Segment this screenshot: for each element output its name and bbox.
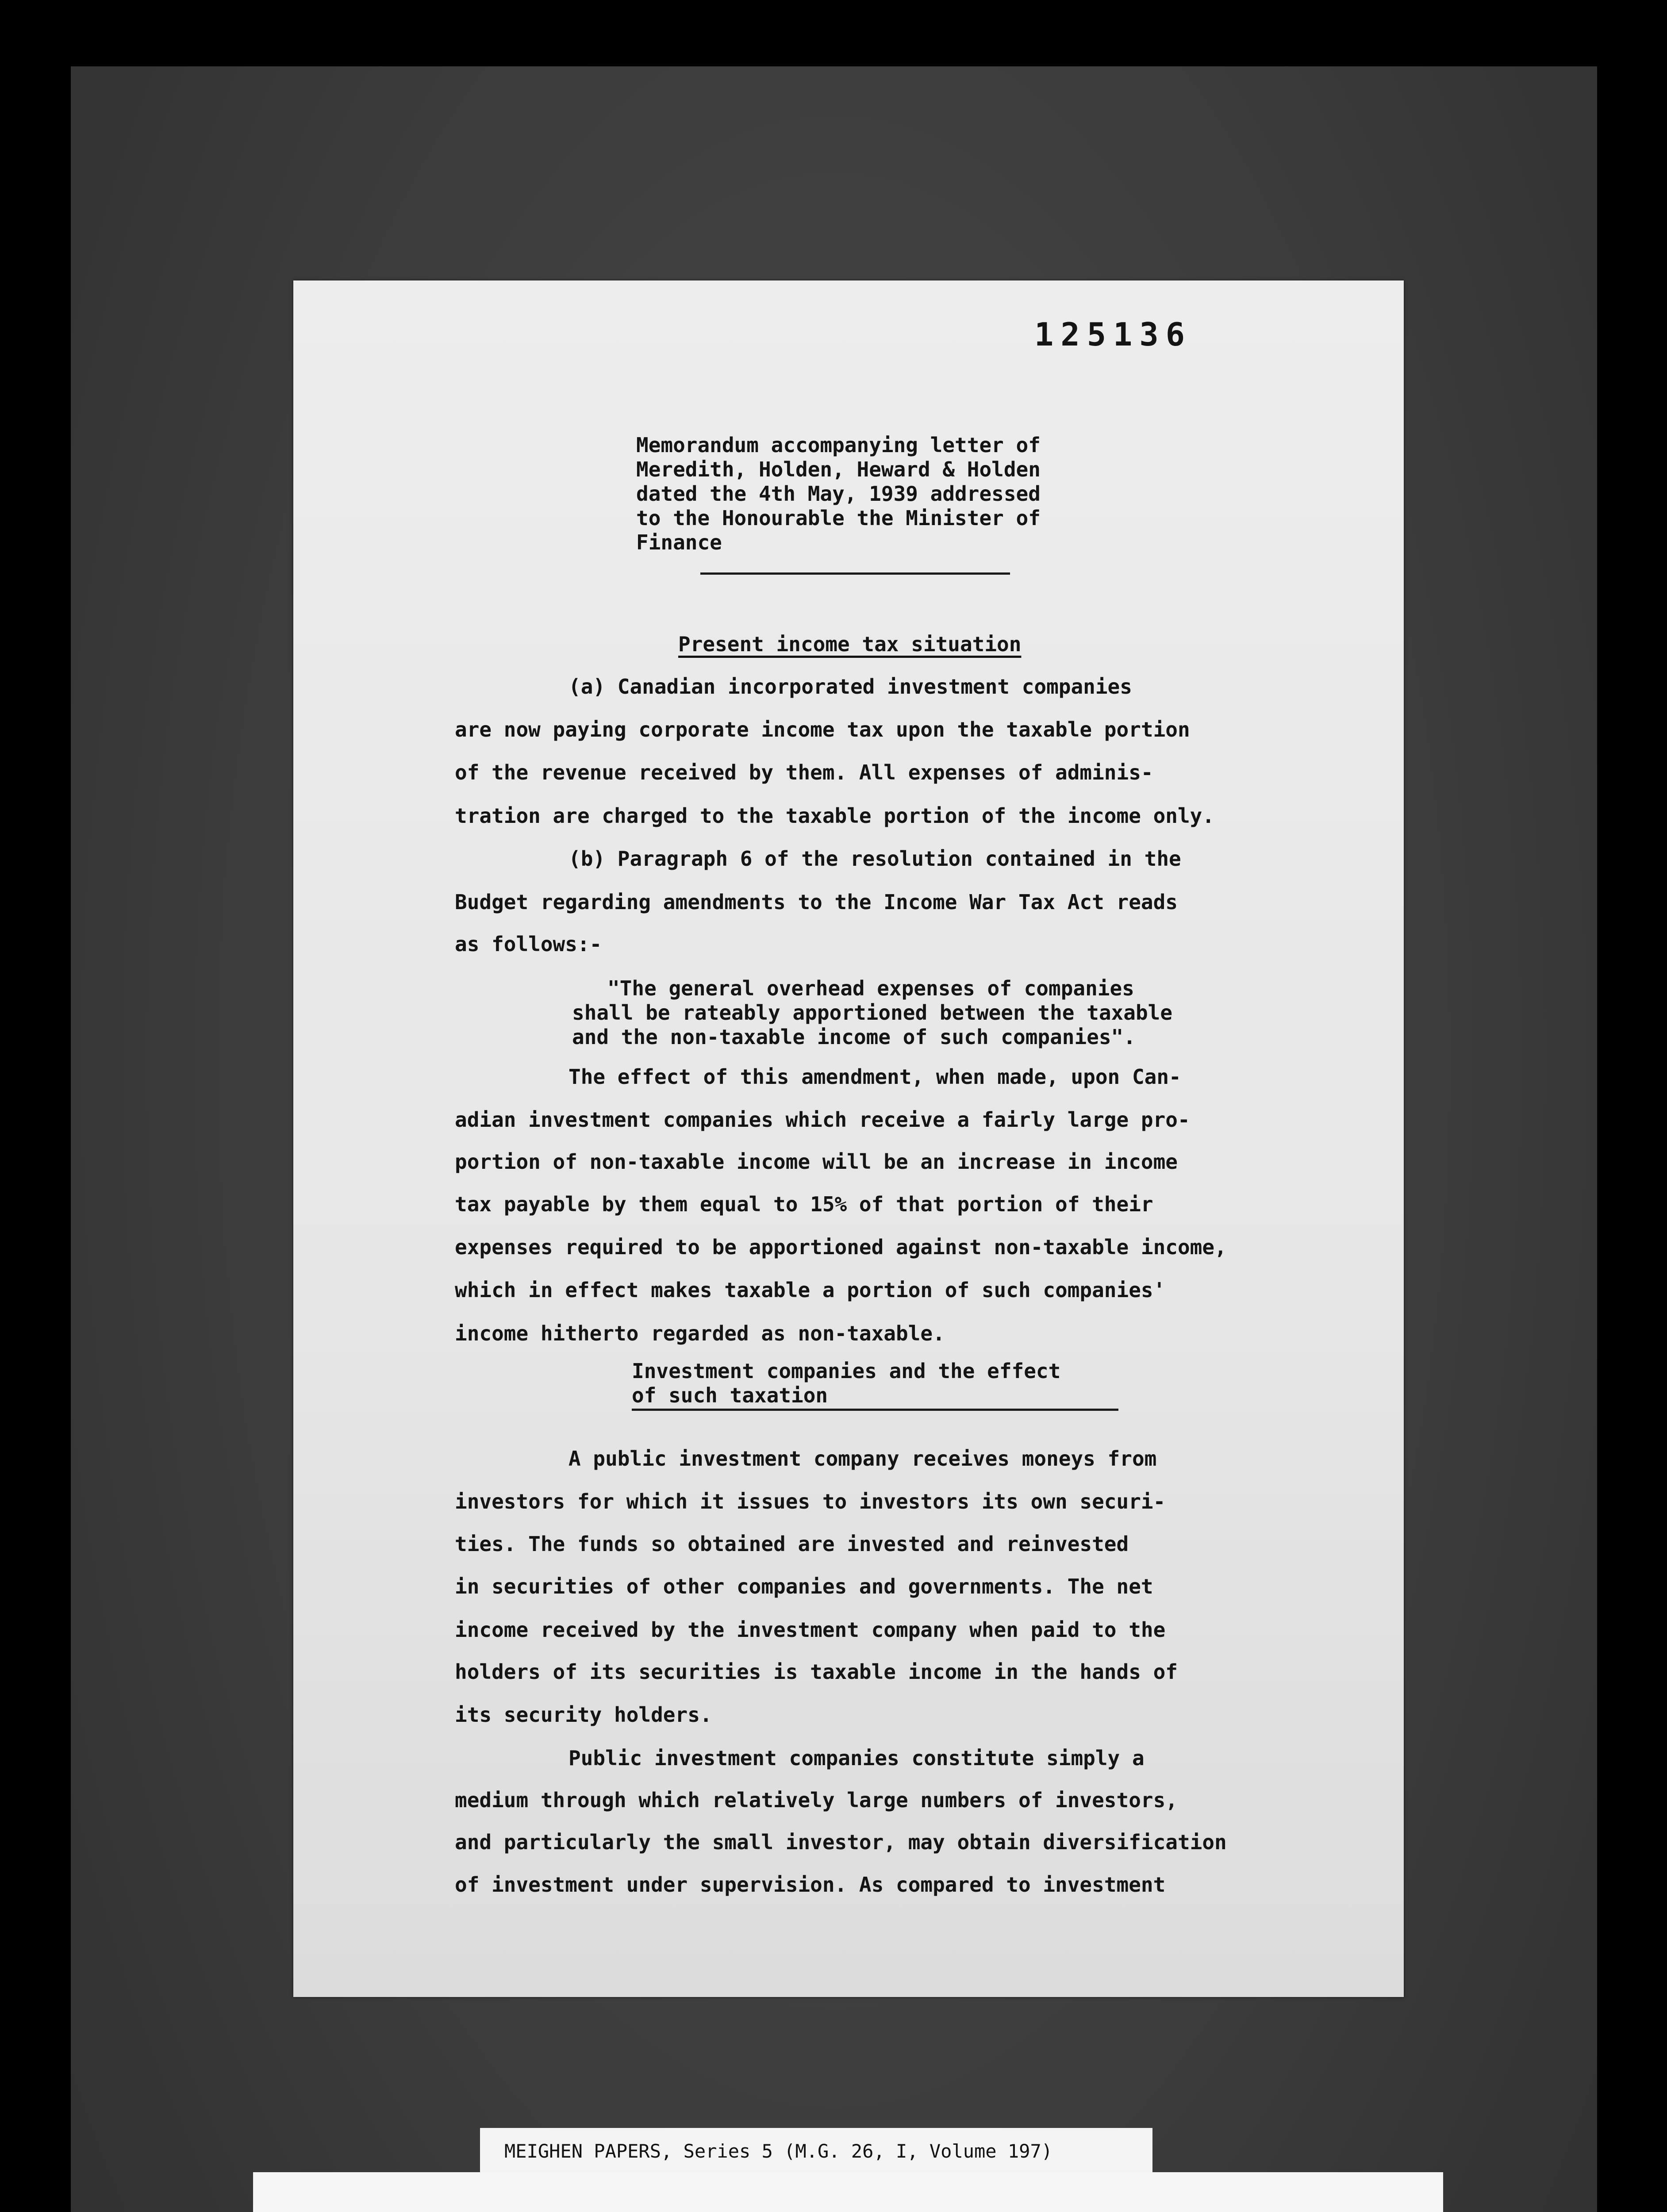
archive-reference-text: MEIGHEN PAPERS, Series 5 (M.G. 26, I, Volume 197) (504, 2140, 1053, 2162)
quote-line: "The general overhead expenses of companies (607, 976, 1134, 1000)
archive-reference-label (480, 2128, 1152, 2172)
body-line: of the revenue received by them. All expenses of adminis- (455, 760, 1153, 784)
body-line: ties. The funds so obtained are invested and reinvested (455, 1532, 1129, 1556)
memo-rule (700, 572, 1010, 575)
body-line: holders of its securities is taxable income in the hands of (455, 1660, 1178, 1684)
heading-rule (632, 1409, 1118, 1411)
memo-line: to the Honourable the Minister of (636, 506, 1041, 530)
body-line: The effect of this amendment, when made, upon Can- (568, 1065, 1181, 1089)
body-line: are now paying corporate income tax upon the taxable portion (455, 718, 1190, 741)
body-line: income received by the investment company when paid to the (455, 1618, 1166, 1642)
body-line: tax payable by them equal to 15% of that portion of their (455, 1192, 1153, 1216)
body-line: (b) Paragraph 6 of the resolution contained in the (568, 847, 1181, 871)
body-line: expenses required to be apportioned against non-taxable income, (455, 1235, 1227, 1259)
archive-card (253, 2172, 1443, 2212)
memo-line: Finance (636, 530, 722, 554)
body-line: its security holders. (455, 1703, 712, 1727)
body-line: Budget regarding amendments to the Income War Tax Act reads (455, 890, 1178, 914)
document-page (293, 280, 1404, 1997)
body-line: and particularly the small investor, may obtain diversification (455, 1830, 1227, 1854)
body-line: medium through which relatively large numbers of investors, (455, 1788, 1178, 1812)
body-line: tration are charged to the taxable portion of the income only. (455, 804, 1215, 828)
body-line: in securities of other companies and governments. The net (455, 1575, 1153, 1598)
body-line: Public investment companies constitute simply a (568, 1746, 1145, 1770)
heading-present-income-tax: Present income tax situation (678, 632, 1022, 656)
body-line: of investment under supervision. As compared to investment (455, 1873, 1166, 1897)
quote-line: and the non-taxable income of such companies". (572, 1025, 1136, 1049)
body-line: as follows:- (455, 932, 602, 956)
memo-line: Memorandum accompanying letter of (636, 433, 1041, 457)
body-line: which in effect makes taxable a portion of such companies' (455, 1278, 1166, 1302)
body-line: (a) Canadian incorporated investment companies (568, 675, 1132, 699)
page-number: 125136 (1034, 316, 1192, 353)
heading-line: Investment companies and the effect (632, 1359, 1061, 1383)
body-line: A public investment company receives moneys from (568, 1447, 1157, 1471)
body-line: investors for which it issues to investors its own securi- (455, 1490, 1166, 1513)
body-line: adian investment companies which receive a fairly large pro- (455, 1108, 1190, 1132)
body-line: income hitherto regarded as non-taxable. (455, 1321, 945, 1345)
body-line: portion of non-taxable income will be an increase in income (455, 1150, 1178, 1174)
memo-header (636, 433, 1041, 555)
heading-line: of such taxation (632, 1383, 828, 1407)
memo-line: Meredith, Holden, Heward & Holden (636, 457, 1041, 481)
memo-line: dated the 4th May, 1939 addressed (636, 482, 1041, 506)
quote-line: shall be rateably apportioned between the taxable (572, 1001, 1173, 1025)
